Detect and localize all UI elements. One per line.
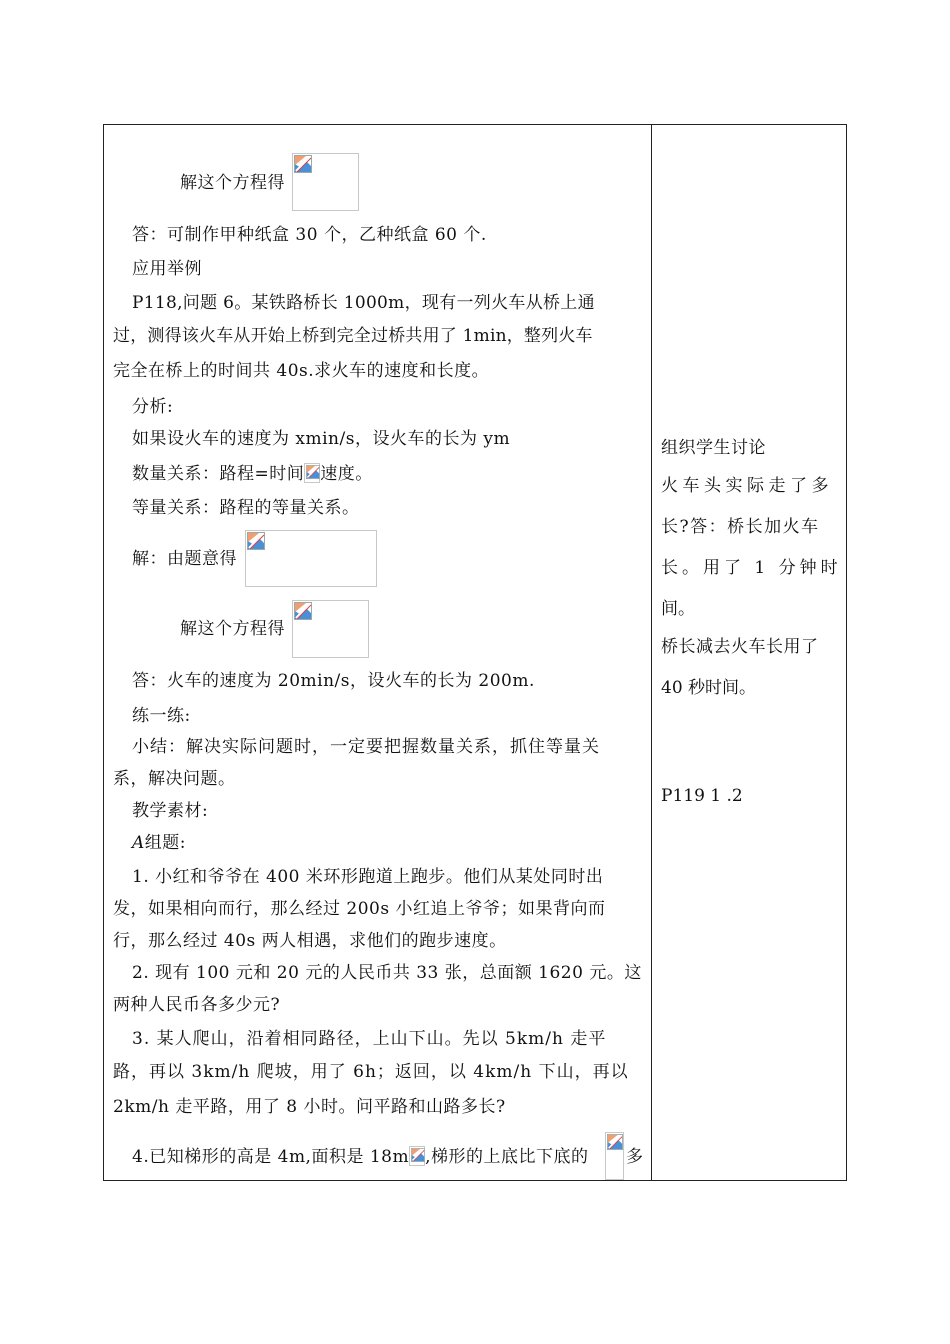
note-line-5: 间。 xyxy=(661,599,695,619)
problem-line-1: P118,问题 6。某铁路桥长 1000m，现有一列火车从桥上通 xyxy=(132,293,595,313)
question-3-line-2: 路，再以 3km/h 爬坡，用了 6h；返回，以 4km/h 下山，再以 xyxy=(113,1062,629,1082)
material-label: 教学素材: xyxy=(132,801,209,821)
question-1-line-3: 行，那么经过 40s 两人相遇，求他们的跑步速度。 xyxy=(113,931,507,951)
group-label: A组题: xyxy=(132,833,187,853)
summary-line-2: 系，解决问题。 xyxy=(113,769,236,789)
note-line-6: 桥长减去火车长用了 xyxy=(661,637,819,657)
fraction-image xyxy=(605,1132,624,1180)
solution-image xyxy=(292,600,369,658)
equality-relation: 等量关系：路程的等量关系。 xyxy=(132,498,360,518)
answer-line-2: 答：火车的速度为 20min/s，设火车的长为 200m. xyxy=(132,671,535,691)
question-4-tail: 多 xyxy=(626,1147,644,1167)
broken-image-icon xyxy=(607,1134,623,1150)
problem-line-3: 完全在桥上的时间共 40s.求火车的速度和长度。 xyxy=(113,361,490,381)
solution-lead: 解：由题意得 xyxy=(132,549,237,569)
question-1-line-2: 发，如果相向而行，那么经过 200s 小红追上爷爷；如果背向而 xyxy=(113,899,606,919)
equation-system-image xyxy=(245,530,377,587)
problem-line-2: 过，测得该火车从开始上桥到完全过桥共用了 1min，整列火车 xyxy=(113,326,593,346)
note-line-1: 组织学生讨论 xyxy=(661,438,766,458)
summary-line-1: 小结：解决实际问题时，一定要把握数量关系，抓住等量关 xyxy=(132,737,600,757)
analysis-label: 分析: xyxy=(132,397,174,417)
question-2-line-1: 2. 现有 100 元和 20 元的人民币共 33 张，总面额 1620 元。这 xyxy=(132,963,642,983)
assumption-line: 如果设火车的速度为 xmin/s，设火车的长为 ym xyxy=(132,429,511,449)
question-3-line-3: 2km/h 走平路，用了 8 小时。问平路和山路多长? xyxy=(113,1097,506,1117)
exercise-reference: P119 1 .2 xyxy=(661,786,743,806)
solve-line-1: 解这个方程得 xyxy=(180,173,285,193)
broken-image-icon xyxy=(247,532,265,550)
quantity-relation: 数量关系：路程=时间 速度。 xyxy=(132,464,373,484)
question-4-line-1: 4.已知梯形的高是 4m,面积是 18m ,梯形的上底比下底的 xyxy=(132,1147,589,1167)
broken-image-icon xyxy=(294,155,312,173)
question-3-line-1: 3. 某人爬山，沿着相同路径，上山下山。先以 5km/h 走平 xyxy=(132,1029,607,1049)
broken-image-icon xyxy=(294,602,312,620)
practice-label: 练一练: xyxy=(132,706,191,726)
column-divider xyxy=(651,124,652,1181)
broken-image-icon xyxy=(411,1148,425,1162)
answer-line-1: 答：可制作甲种纸盒 30 个，乙种纸盒 60 个. xyxy=(132,225,487,245)
broken-image-icon xyxy=(306,465,320,479)
note-line-2: 火车头实际走了多 xyxy=(661,476,833,496)
note-line-3: 长?答：桥长加火车 xyxy=(661,517,820,537)
equation-image xyxy=(292,153,359,211)
question-2-line-2: 两种人民币各多少元? xyxy=(113,995,281,1015)
note-line-4: 长。用了 1 分钟时 xyxy=(661,558,842,578)
multiply-symbol-image xyxy=(304,463,320,483)
section-title: 应用举例 xyxy=(132,259,202,279)
question-1-line-1: 1. 小红和爷爷在 400 米环形跑道上跑步。他们从某处同时出 xyxy=(132,867,604,887)
unit-square-image xyxy=(409,1146,425,1166)
note-line-7: 40 秒时间。 xyxy=(661,678,757,698)
solve-line-2: 解这个方程得 xyxy=(180,619,285,639)
